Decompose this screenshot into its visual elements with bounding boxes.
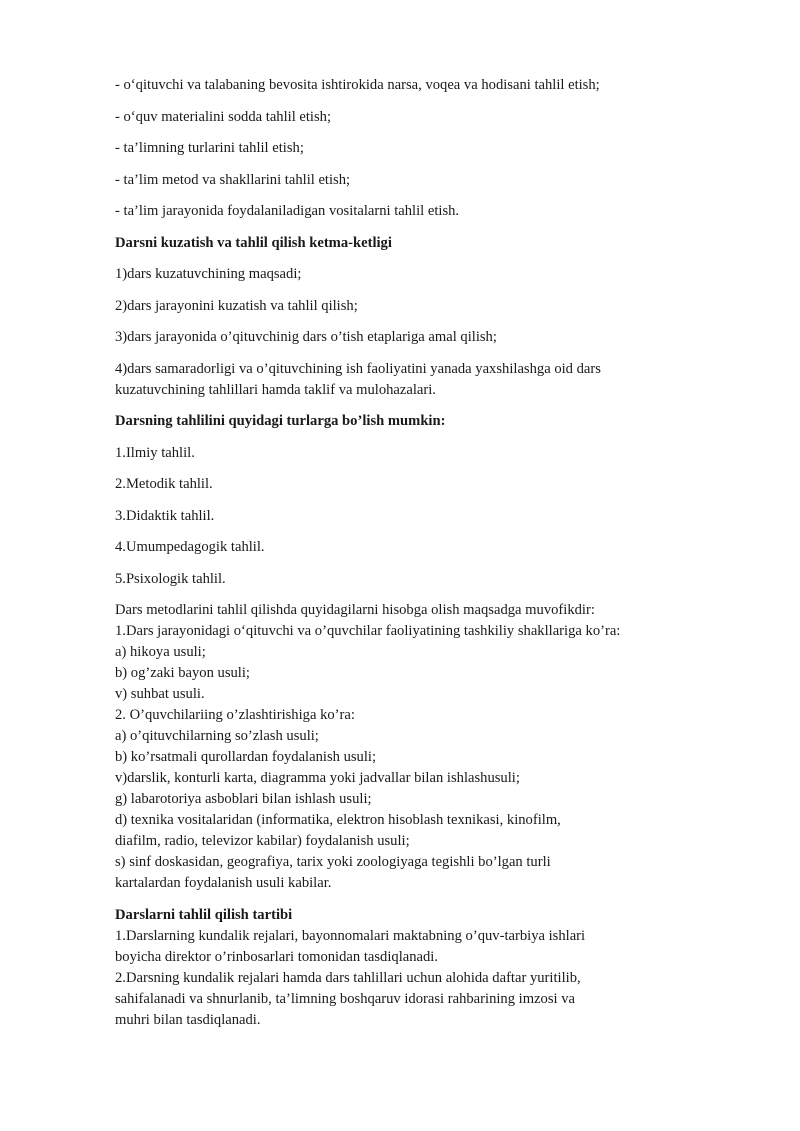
methods-line: a) hikoya usuli;	[115, 644, 206, 660]
document-page	[115, 75, 715, 1031]
methods-line: d) texnika vositalaridan (informatika, elektron hisoblash texnikasi, kinofilm,	[115, 812, 561, 828]
intro-item: - ta’lim metod va shakllarini tahlil etish;	[115, 171, 351, 188]
methods-line: Dars metodlarini tahlil qilishda quyidagilarni hisobga olish maqsadga muvofikdir:	[115, 602, 595, 618]
methods-line: a) o’qituvchilarning so’zlash usuli;	[115, 728, 319, 744]
methods-line: diafilm, radio, televizor kabilar) foydalanish usuli;	[115, 833, 410, 849]
methods-section	[115, 600, 715, 894]
methods-line: v)darslik, konturli karta, diagramma yoki jadvallar bilan ishlashusuli;	[115, 770, 520, 786]
intro-item: - ta’lim jarayonida foydalaniladigan vositalarni tahlil etish.	[115, 203, 460, 219]
analysis-type-item: 2.Metodik tahlil.	[115, 476, 213, 492]
analysis-type-item: 5.Psixologik tahlil.	[115, 570, 226, 587]
methods-line: 1.Dars jarayonidagi o‘qituvchi va o’quvchilar faoliyatining tashkiliy shakllariga ko’ra:	[115, 623, 621, 639]
intro-item: - o‘quv materialini sodda tahlil etish;	[115, 108, 332, 125]
section-heading-analysis-procedure: Darslarni tahlil qilish tartibi	[115, 906, 293, 923]
sequence-item: 1)dars kuzatuvchining maqsadi;	[115, 266, 302, 282]
methods-line: v) suhbat usuli.	[115, 686, 205, 702]
section-heading-analysis-types: Darsning tahlilini quyidagi turlarga bo’lish mumkin:	[115, 413, 446, 429]
procedure-line: muhri bilan tasdiqlanadi.	[115, 1011, 261, 1028]
intro-item: - ta’limning turlarini tahlil etish;	[115, 140, 304, 156]
procedure-section	[115, 926, 715, 1031]
analysis-type-item: 1.Ilmiy tahlil.	[115, 444, 195, 461]
section-heading-observation-sequence: Darsni kuzatish va tahlil qilish ketma-ketligi	[115, 234, 392, 251]
methods-line: b) ko’rsatmali qurollardan foydalanish usuli;	[115, 749, 377, 765]
intro-item: - o‘qituvchi va talabaning bevosita ishtirokida narsa, voqea va hodisani tahlil etish;	[115, 77, 600, 93]
procedure-line: sahifalanadi va shnurlanib, ta’limning boshqaruv idorasi rahbarining imzosi va	[115, 990, 575, 1007]
procedure-line: boyicha direktor o’rinbosarlari tomonidan tasdiqlanadi.	[115, 948, 439, 965]
sequence-item-4-line: kuzatuvchining tahlillari hamda taklif va mulohazalari.	[115, 381, 436, 398]
sequence-item: 3)dars jarayonida o’qituvchinig dars o’tish etaplariga amal qilish;	[115, 329, 497, 345]
sequence-item: 2)dars jarayonini kuzatish va tahlil qilish;	[115, 297, 358, 314]
analysis-type-item: 3.Didaktik tahlil.	[115, 507, 215, 524]
sequence-item-4-line: 4)dars samaradorligi va o’qituvchining ish faoliyatini yanada yaxshilashga oid dars	[115, 360, 601, 377]
methods-line: b) og’zaki bayon usuli;	[115, 665, 250, 681]
procedure-line: 1.Darslarning kundalik rejalari, bayonnomalari maktabning o’quv-tarbiya ishlari	[115, 927, 586, 944]
methods-line: g) labarotoriya asboblari bilan ishlash usuli;	[115, 791, 372, 807]
analysis-type-item: 4.Umumpedagogik tahlil.	[115, 539, 265, 555]
sequence-item-4	[115, 359, 715, 401]
methods-line: kartalardan foydalanish usuli kabilar.	[115, 875, 332, 891]
procedure-line: 2.Darsning kundalik rejalari hamda dars tahlillari uchun alohida daftar yuritilib,	[115, 969, 581, 986]
methods-line: 2. O’quvchilariing o’zlashtirishiga ko’ra:	[115, 707, 355, 723]
methods-line: s) sinf doskasidan, geografiya, tarix yoki zoologiyaga tegishli bo’lgan turli	[115, 854, 551, 870]
